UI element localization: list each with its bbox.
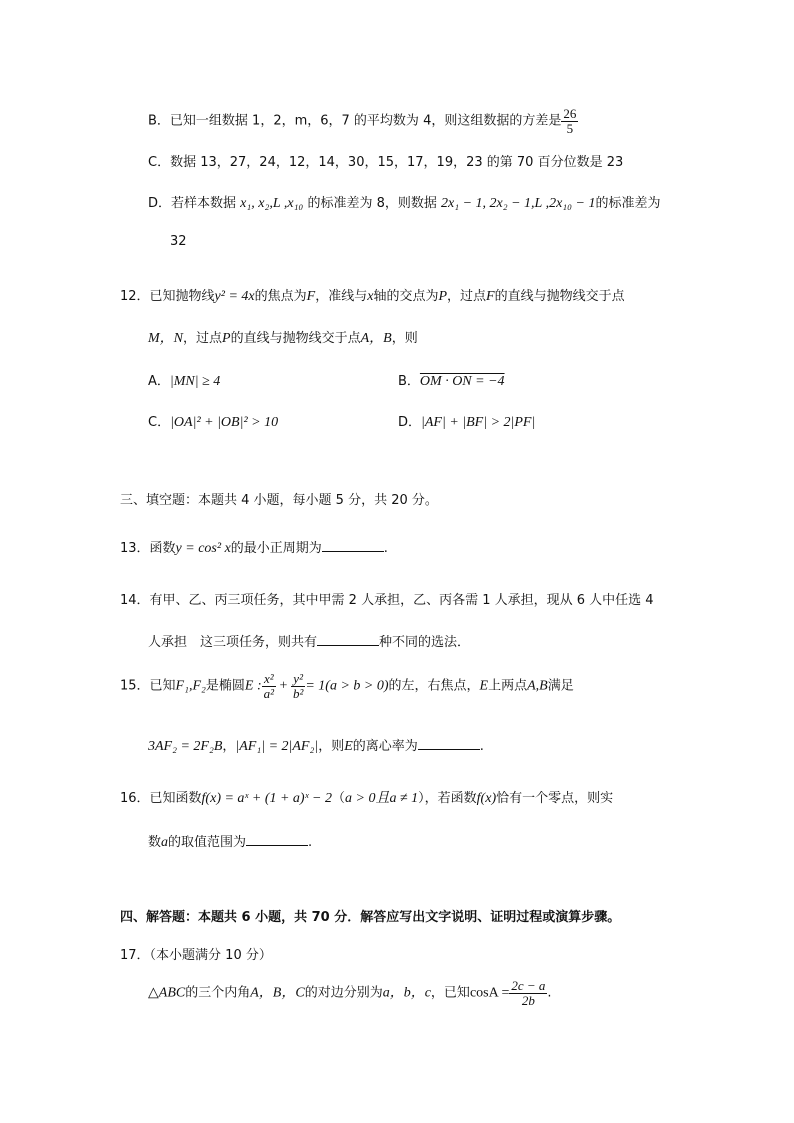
- q15-e-colon: E :: [244, 678, 262, 694]
- q17-angles: A，B，C: [250, 985, 305, 1001]
- q12-text-d: ，过点: [447, 289, 487, 304]
- q16-line2-b: 的取值范围为: [168, 835, 247, 850]
- q15-vector-eq: 3AF₂ = 2F₂B: [148, 739, 223, 754]
- q14-answer-blank: [317, 633, 379, 646]
- q12-ab: A，B: [360, 331, 392, 346]
- q16-text-d: 恰有一个零点，则实: [496, 791, 614, 806]
- q17-num: 2c − a: [511, 978, 546, 993]
- q16-text-a: 16．已知函数: [120, 791, 202, 806]
- q16-function: f(x) = aˣ + (1 + a)ˣ − 2: [201, 791, 332, 806]
- option-d-math-a: x₁, x₂,L ,x₁₀: [240, 196, 304, 211]
- frac-numerator: 26: [563, 106, 577, 121]
- option-c-text: C．数据 13，27，24，12，14，30，15，17，19，23 的第 70 百分位数是 23: [148, 155, 624, 170]
- q15-x2: x²: [262, 672, 276, 687]
- option-d-line2: 32: [170, 234, 187, 249]
- q12-text-e: 的直线与抛物线交于点: [494, 289, 625, 304]
- q12-F: F: [306, 289, 316, 304]
- question-15: 15．已知F₁,F₂是椭圆E : $\frac{\text{x²}}{\text{a²}}$ + $\frac{\text{y²}}{\text{b²}}$ = 1(a > b > 0)的左，右焦点，E上两点A,B满足: [120, 671, 574, 701]
- question-17-title: 17．（本小题满分 10 分）: [120, 948, 272, 963]
- q15-b2: b²: [292, 685, 304, 701]
- q15-f1f2: F₁,F₂: [175, 678, 206, 694]
- q15-E: E: [479, 678, 489, 694]
- q15-text-e: 满足: [547, 678, 574, 694]
- option-b-text: B．已知一组数据 1，2，m，6，7 的平均数为 4，则这组数据的方差是: [148, 113, 562, 129]
- question-14-line2: [148, 631, 470, 650]
- q14-line2-b: 种不同的选法．: [379, 635, 471, 650]
- q15-eq-tail: = 1(a > b > 0): [305, 678, 389, 694]
- question-13: [120, 537, 388, 557]
- q12-F-2: F: [486, 289, 495, 304]
- q17-fraction: [509, 979, 547, 1007]
- q15-line2-c: .: [479, 739, 484, 754]
- q12-b-label: B．: [398, 374, 420, 389]
- q15-y2: y²: [291, 672, 305, 687]
- q16-text-b: （: [332, 791, 346, 806]
- q12-a-math: |MN| ≥ 4: [169, 374, 221, 389]
- q16-line2-a: 数: [148, 835, 162, 850]
- q12-x: x: [367, 289, 374, 304]
- q13-text-c: .: [383, 541, 388, 556]
- q16-a: a: [161, 835, 169, 850]
- q12-line2-a: ，过点: [183, 331, 223, 346]
- q12-option-d: [398, 411, 535, 431]
- q12-num: 12．已知抛物线: [120, 289, 215, 304]
- frac-denominator: 5: [566, 120, 574, 136]
- section-4-title: 四、解答题：本题共 6 小题，共 70 分．解答应写出文字说明、证明过程或演算步骤。: [120, 910, 621, 925]
- question-12-line2: [148, 327, 418, 347]
- q15-text-d: 上两点: [488, 678, 528, 694]
- q14-line2-a: 人承担 这三项任务，则共有: [148, 635, 318, 650]
- q13-text-a: 13．函数: [120, 541, 176, 556]
- q13-text-b: 的最小正周期为: [230, 541, 322, 556]
- q17-den: 2b: [521, 992, 535, 1008]
- q15-a2: a²: [263, 685, 275, 701]
- q12-d-math: |AF| + |BF| > 2|PF|: [421, 415, 536, 430]
- q12-P: P: [438, 289, 448, 304]
- q16-condition: a > 0且a ≠ 1: [345, 791, 419, 806]
- q12-b-math: OM · ON = −4: [419, 374, 505, 389]
- q17-sides: a，b，c: [382, 985, 431, 1001]
- q17-text-d: ，已知: [430, 985, 470, 1001]
- q16-line2-c: .: [308, 835, 313, 850]
- q17-text-b: 的三个内角: [185, 985, 251, 1001]
- q16-fx: f(x): [476, 791, 497, 806]
- question-14: 14．有甲、乙、丙三项任务，其中甲需 2 人承担，乙、丙各需 1 人承担，现从 6 人中任选 4: [120, 593, 654, 608]
- question-15-line2: [148, 735, 484, 755]
- q12-text-b: ，准线与: [315, 289, 368, 304]
- option-d-math-b: 2x₁ − 1, 2x₂ − 1,L ,2x₁₀ − 1: [441, 196, 596, 211]
- q12-a-label: A．: [148, 374, 170, 389]
- q13-math: y = cos² x: [175, 541, 231, 556]
- q12-line2-b: 的直线与抛物线交于点: [230, 331, 361, 346]
- q13-answer-blank: [322, 539, 384, 552]
- option-d: [148, 192, 661, 212]
- question-16-line2: [148, 831, 312, 851]
- q15-abs-eq: |AF₁| = 2|AF₂|: [235, 739, 319, 754]
- section-3-title: 三、填空题：本题共 4 小题，每小题 5 分，共 20 分。: [120, 493, 438, 508]
- q15-answer-blank: [418, 737, 480, 750]
- q15-text-c: 的左，右焦点，: [388, 678, 480, 694]
- option-d-text-a: D．若样本数据: [148, 196, 237, 211]
- question-12: [120, 285, 625, 305]
- q12-option-c: [148, 411, 278, 431]
- q12-line2-d: ，则: [391, 331, 418, 346]
- q12-c-label: C．: [148, 415, 171, 430]
- q17-end: .: [547, 985, 552, 1001]
- q15-E-2: E: [344, 739, 353, 754]
- q12-text-c: 轴的交点为: [373, 289, 439, 304]
- q15-AB: A,B: [527, 678, 548, 694]
- q12-c-math: |OA|² + |OB|² > 10: [170, 415, 279, 430]
- option-b: [148, 107, 578, 135]
- q15-frac-y: [291, 672, 305, 700]
- question-16: [120, 787, 613, 807]
- q12-mn: M，N: [148, 331, 183, 346]
- option-c: [148, 151, 623, 170]
- option-d-text-c: 的标准差为: [595, 196, 661, 211]
- q15-frac-x: [262, 672, 276, 700]
- q15-text-a: 15．已知: [120, 678, 176, 694]
- q17-cos: cosA =: [469, 985, 510, 1001]
- q16-answer-blank: [246, 833, 308, 846]
- q17-text-c: 的对边分别为: [304, 985, 383, 1001]
- q16-text-c: ），若函数: [418, 791, 477, 806]
- q12-P-2: P: [222, 331, 231, 346]
- q12-option-a: [148, 370, 220, 390]
- question-17-body: [148, 979, 552, 1007]
- q15-sep: ，: [222, 739, 236, 754]
- q12-eq: y² = 4x: [214, 289, 255, 304]
- option-d-text-b: 的标准差为 8，则数据: [307, 196, 437, 211]
- q15-text-b: 是椭圆: [205, 678, 245, 694]
- q12-d-label: D．: [398, 415, 422, 430]
- q15-line2-b: 的离心率为: [352, 739, 418, 754]
- q12-text-a: 的焦点为: [254, 289, 307, 304]
- q17-triangle: △ABC: [148, 985, 186, 1001]
- option-b-fraction: [561, 107, 578, 135]
- q15-line2-a: ，则: [318, 739, 345, 754]
- q12-option-b: [398, 370, 505, 390]
